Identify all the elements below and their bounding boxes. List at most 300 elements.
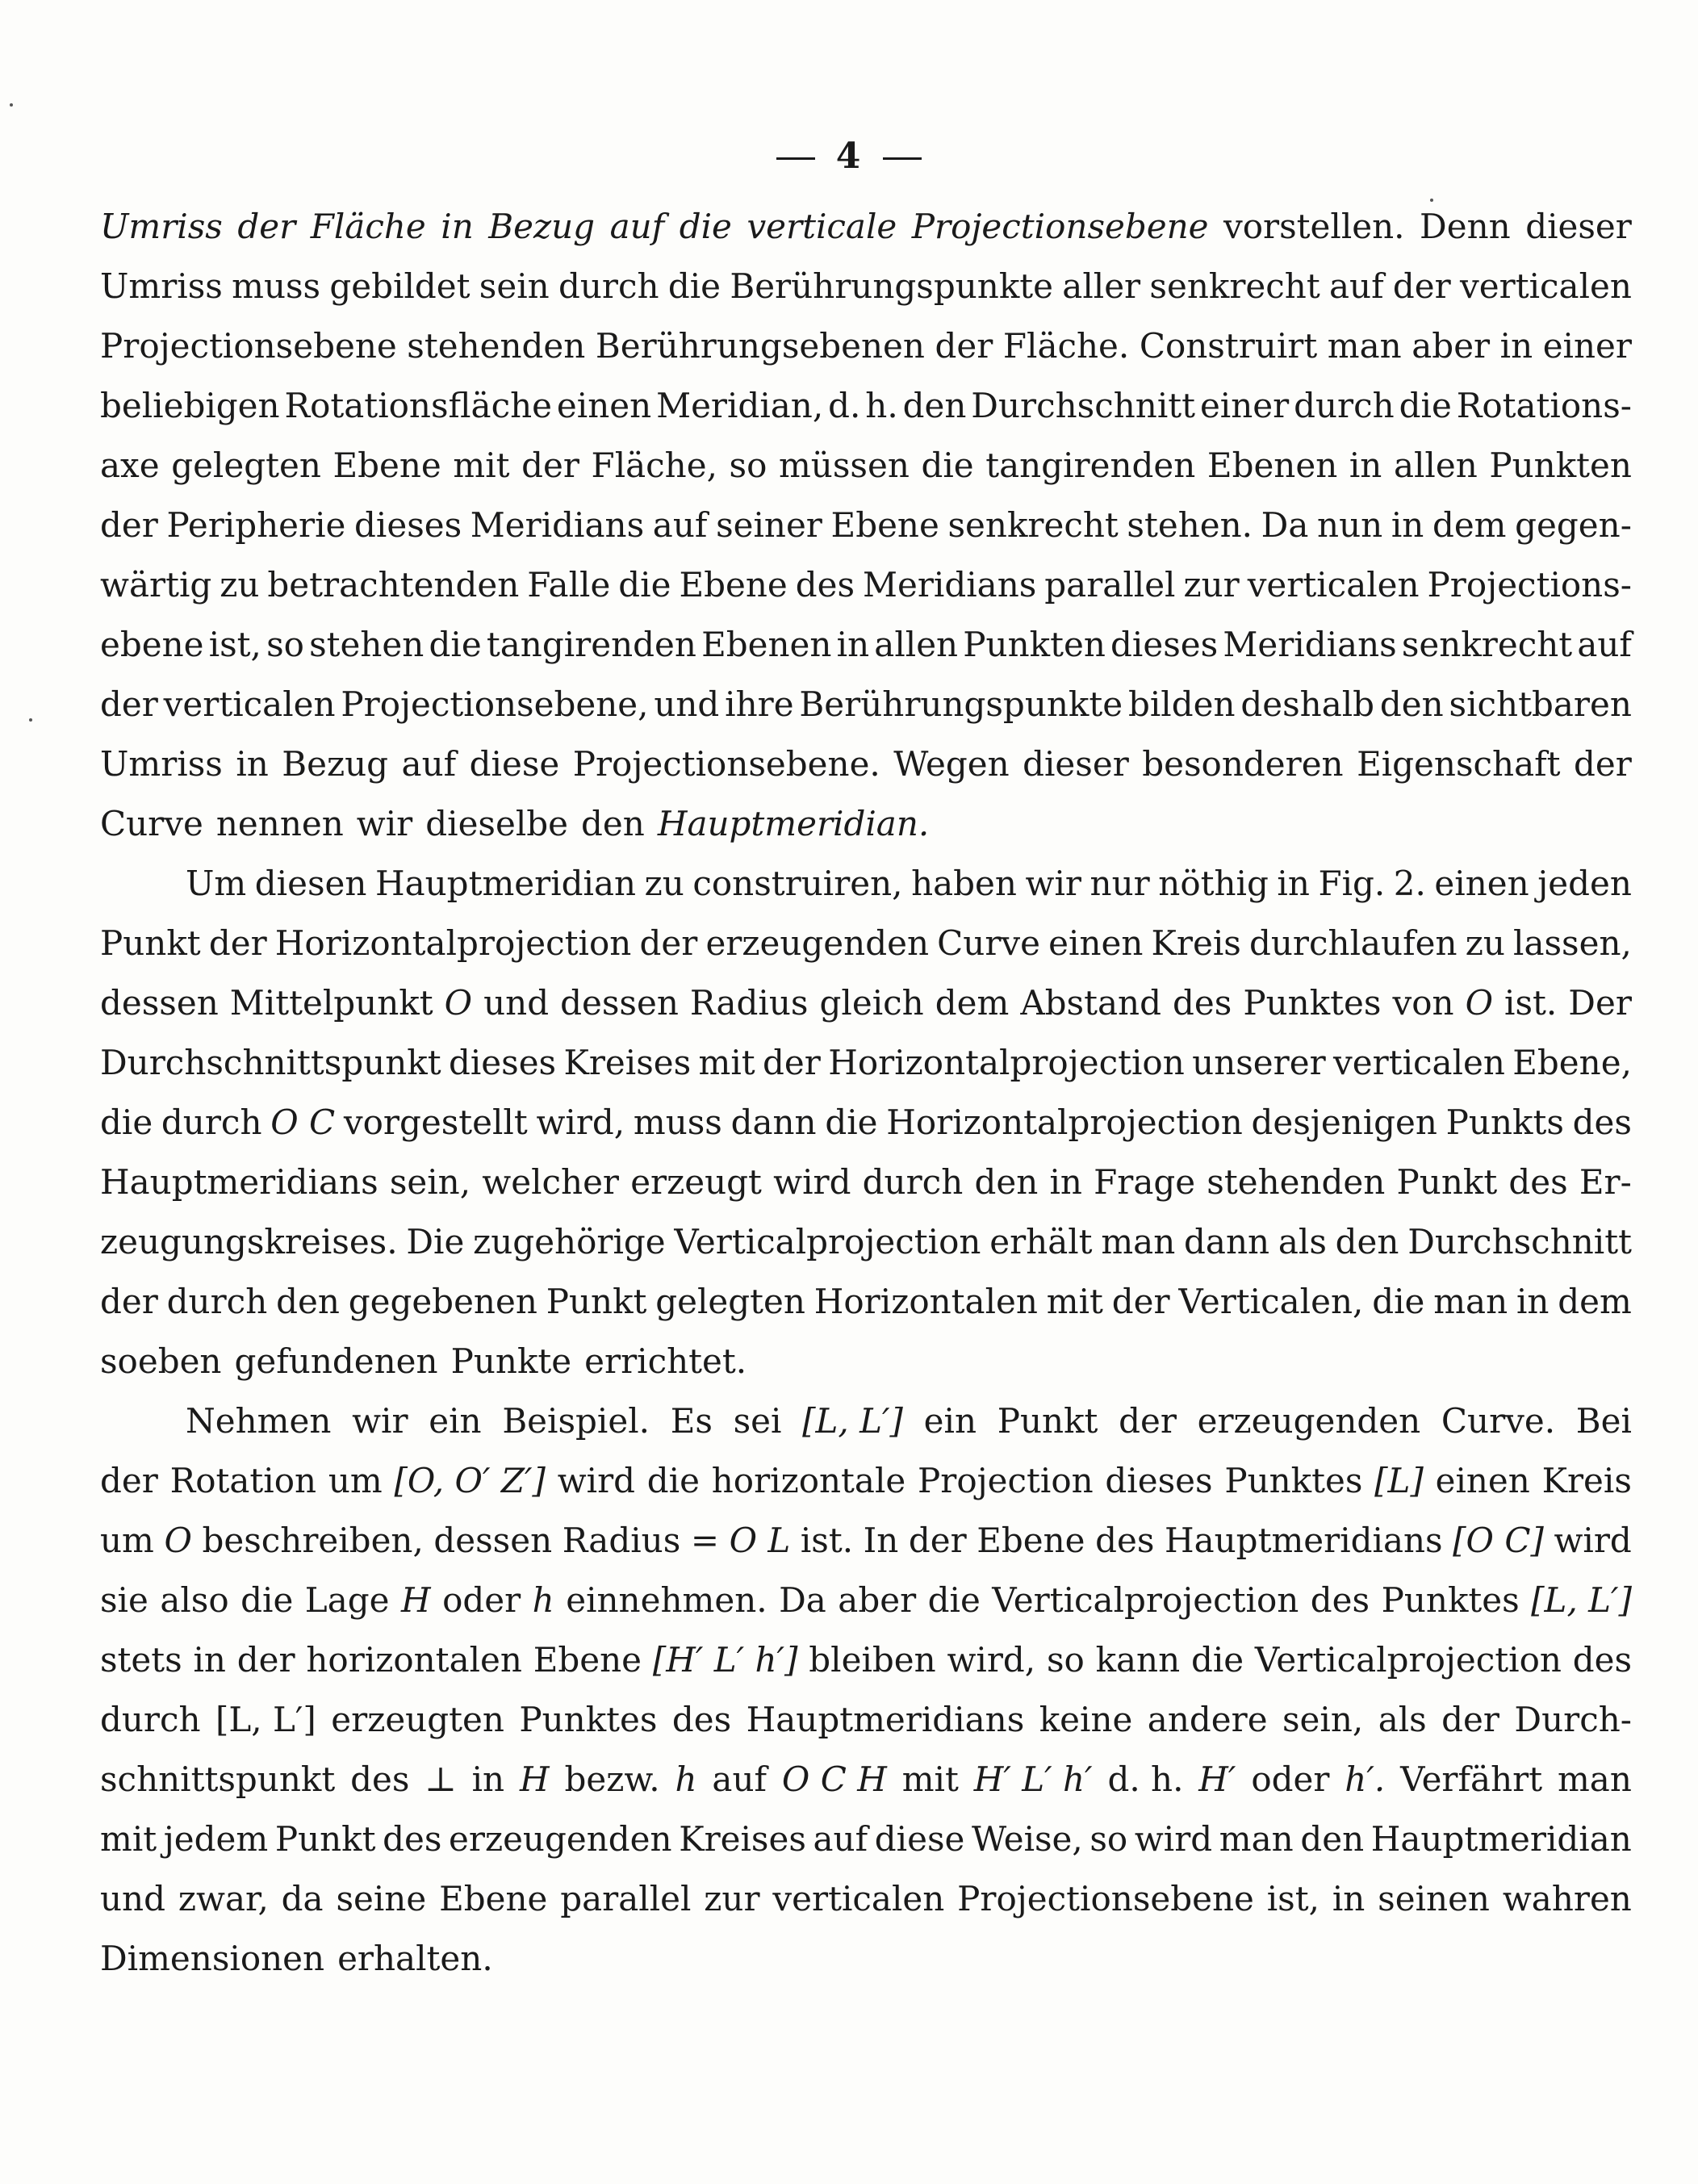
word: um [328, 1461, 383, 1500]
word: Berührungsebenen [595, 326, 925, 366]
word: ihre [725, 684, 794, 724]
word: h [675, 1759, 697, 1799]
word: in [441, 207, 474, 246]
word: den [1300, 1819, 1365, 1859]
word: auf [401, 744, 457, 784]
word: der [1441, 1700, 1499, 1739]
word: Beispiel. [502, 1401, 650, 1441]
word: den [1379, 684, 1444, 724]
word: wir [356, 804, 413, 843]
word: gelegten [655, 1282, 805, 1321]
word: H′ L′ h′ [973, 1759, 1093, 1799]
word: dessen [433, 1521, 553, 1560]
word: welcher [482, 1162, 620, 1202]
word: der [100, 684, 158, 724]
word: dessen [560, 983, 679, 1023]
word: besonderen [1142, 744, 1344, 784]
word: Ebenen [701, 625, 832, 664]
word: erhalten. [337, 1939, 493, 1978]
word: einen [1048, 923, 1144, 963]
word: dieses [1105, 1461, 1213, 1500]
word: die [667, 266, 721, 306]
word: beschreiben, [202, 1521, 424, 1560]
word: parallel [560, 1879, 692, 1918]
word: Hauptmeridians [746, 1700, 1025, 1739]
word: Nehmen [186, 1401, 332, 1441]
word: und [483, 983, 550, 1023]
word: oder [1251, 1759, 1330, 1799]
word: 2. [1393, 864, 1426, 903]
word: zu [1465, 923, 1505, 963]
word: einen [1435, 1461, 1530, 1500]
word: gleich [819, 983, 924, 1023]
word: wird [557, 1461, 636, 1500]
word: Meridians [470, 505, 645, 545]
word: diese [874, 1819, 965, 1859]
word: die [825, 1102, 878, 1142]
text-line [100, 684, 1632, 744]
word: soeben [100, 1341, 222, 1381]
word: des [1310, 1580, 1370, 1620]
word: Ebene [679, 565, 788, 605]
word: In [863, 1521, 899, 1560]
word: der [639, 923, 698, 963]
word: jeden [1537, 864, 1632, 903]
word: stehenden [407, 326, 586, 366]
word: Punkt [100, 923, 201, 963]
word: sei [733, 1401, 782, 1441]
word: Punktes [1381, 1580, 1520, 1620]
word: Berührungspunkte [730, 266, 1054, 306]
word: also [160, 1580, 229, 1620]
word: Punkt [546, 1282, 647, 1321]
word: Ebene, [1512, 1043, 1632, 1082]
word: Horizontalen [813, 1282, 1038, 1321]
word: in [1332, 1879, 1366, 1918]
word: Punkts [1445, 1102, 1564, 1142]
word: sein [479, 266, 550, 306]
text-line [100, 804, 1632, 864]
word: aber [838, 1580, 917, 1620]
word: O [164, 1521, 192, 1560]
word: Projectionsebene. [572, 744, 880, 784]
word: die [679, 207, 732, 246]
text-line [100, 207, 1632, 266]
word: des [1572, 1102, 1632, 1142]
word: dann [1184, 1222, 1270, 1261]
word: gegebenen [348, 1282, 537, 1321]
word: des [350, 1759, 410, 1799]
word: Meridians [1223, 625, 1397, 664]
word: Ebene [439, 1879, 548, 1918]
word: sie [100, 1580, 148, 1620]
word: jedem [163, 1819, 269, 1859]
page-number-value: 4 [835, 136, 863, 177]
word: zu [644, 864, 684, 903]
word: der [100, 505, 158, 545]
word: Projectionsebene [911, 207, 1209, 246]
word: diese [469, 744, 560, 784]
word: dem [1558, 1282, 1632, 1321]
text-line [100, 923, 1632, 983]
word: Lage [304, 1580, 390, 1620]
word: Da [1261, 505, 1309, 545]
word: des [795, 565, 855, 605]
page-number [0, 136, 1698, 177]
word: mit [453, 446, 510, 485]
word: wir [352, 1401, 408, 1441]
word: Projection [918, 1461, 1094, 1500]
word: einen [556, 386, 652, 425]
word: Horizontalprojection [886, 1102, 1243, 1142]
word: man [1433, 1282, 1508, 1321]
word: ist. [800, 1521, 854, 1560]
word: nur [1089, 864, 1150, 903]
word: vorgestellt [343, 1102, 528, 1142]
text-line [100, 386, 1632, 446]
word: durch [862, 1162, 964, 1202]
word: Abstand [1020, 983, 1161, 1023]
word: Curve [937, 923, 1041, 963]
word: in [1349, 446, 1382, 485]
text-line [100, 1521, 1632, 1580]
word: [L] [1374, 1461, 1424, 1500]
word: in [193, 1640, 226, 1680]
word: der [1392, 266, 1451, 306]
word: die [100, 1102, 153, 1142]
word: man [1327, 326, 1402, 366]
word: bezw. [564, 1759, 660, 1799]
word: gegen- [1515, 505, 1632, 545]
text-line [100, 1282, 1632, 1341]
word: Projectionsebene [957, 1879, 1254, 1918]
word: Meridian, [656, 386, 824, 425]
text-line [100, 744, 1632, 804]
word: O L [729, 1521, 791, 1560]
word: einer [1542, 326, 1632, 366]
text-line [100, 505, 1632, 565]
word: verticalen [163, 684, 336, 724]
word: dieser [1525, 207, 1632, 246]
word: Construirt [1139, 326, 1318, 366]
word: axe [100, 446, 160, 485]
word: O C [270, 1102, 336, 1142]
word: gelegten [171, 446, 321, 485]
word: wird, [536, 1102, 625, 1142]
word: Projections- [1427, 565, 1632, 605]
word: Fläche. [1002, 326, 1130, 366]
word: Punkt [1396, 1162, 1498, 1202]
word: Kreises [563, 1043, 692, 1082]
word: in [236, 744, 269, 784]
word: h [532, 1580, 554, 1620]
word: Ebene [332, 446, 441, 485]
scan-speck [10, 103, 13, 107]
word: muss [633, 1102, 722, 1142]
text-line [100, 1879, 1632, 1939]
word: wärtig [100, 565, 212, 605]
word: Es [670, 1401, 713, 1441]
word: des [671, 1700, 732, 1739]
text-line [100, 266, 1632, 326]
word: Kreis [1541, 1461, 1632, 1500]
word: oder [442, 1580, 521, 1620]
text-line [100, 446, 1632, 505]
text-line [100, 1162, 1632, 1222]
word: Bei [1575, 1401, 1632, 1441]
word: stehen [309, 625, 424, 664]
word: parallel [1044, 565, 1176, 605]
word: von [1392, 983, 1454, 1023]
word: Punktes [519, 1700, 658, 1739]
word: [H′ L′ h′] [652, 1640, 798, 1680]
word: dann [730, 1102, 817, 1142]
word: Durchschnitt [1407, 1222, 1632, 1261]
word: beliebigen [100, 386, 280, 425]
word: durch [1294, 386, 1395, 425]
word: deshalb [1240, 684, 1375, 724]
word: Durchschnitt [971, 386, 1196, 425]
word: Um [186, 864, 247, 903]
word: zur [704, 1879, 760, 1918]
word: H [519, 1759, 550, 1799]
word: zwar, [178, 1879, 269, 1918]
word: seiner [716, 505, 822, 545]
word: der [908, 1521, 967, 1560]
word: stets [100, 1640, 182, 1680]
word: des [1173, 983, 1232, 1023]
word: mit [100, 1819, 157, 1859]
word: seine [336, 1879, 427, 1918]
word: Rotationsfläche [284, 386, 552, 425]
word: wird [773, 1162, 851, 1202]
word: Kreis [1151, 923, 1241, 963]
word: wird, [947, 1640, 1036, 1680]
word: Durch- [1514, 1700, 1632, 1739]
word: Punkt [997, 1401, 1098, 1441]
word: des [1508, 1162, 1568, 1202]
word: bleiben [809, 1640, 936, 1680]
word: Er- [1579, 1162, 1632, 1202]
word: den [581, 804, 645, 843]
word: H′ [1198, 1759, 1236, 1799]
word: ebene [100, 625, 204, 664]
word: sichtbaren [1449, 684, 1632, 724]
word: Fig. [1318, 864, 1386, 903]
word: Radius [562, 1521, 681, 1560]
word: = [690, 1521, 720, 1560]
text-line [100, 864, 1632, 923]
word: Hauptmeridian [1370, 1819, 1632, 1859]
word: Umriss [100, 266, 223, 306]
word: O [444, 983, 473, 1023]
word: verticalen [772, 1879, 945, 1918]
word: durch [100, 1700, 201, 1739]
word: d. [828, 386, 861, 425]
word: Horizontalprojection [274, 923, 632, 963]
text-line [100, 1222, 1632, 1282]
word: Curve. [1441, 1401, 1556, 1441]
word: Ebene [533, 1640, 642, 1680]
word: und [654, 684, 720, 724]
word: wahren [1502, 1879, 1632, 1918]
word: dieser [1023, 744, 1129, 784]
page-number-left-dash [776, 157, 815, 160]
word: der [1574, 744, 1632, 784]
word: Kreises [679, 1819, 806, 1859]
word: zugehörige [473, 1222, 666, 1261]
word: Rotations- [1456, 386, 1632, 425]
word: ist, [1266, 1879, 1320, 1918]
word: Fläche [310, 207, 426, 246]
word: der [935, 326, 993, 366]
word: d. h. [1107, 1759, 1184, 1799]
word: in [836, 625, 870, 664]
word: verticalen [1333, 1043, 1505, 1082]
word: seinen [1378, 1879, 1490, 1918]
word: dieses [1110, 625, 1219, 664]
word: den [1335, 1222, 1399, 1261]
word: unserer [1192, 1043, 1326, 1082]
word: Der [1568, 983, 1632, 1023]
scan-speck [29, 718, 32, 722]
word: der [763, 1043, 821, 1082]
word: Bezug [488, 207, 596, 246]
word: Verticalprojection [674, 1222, 981, 1261]
word: dem [935, 983, 1010, 1023]
word: horizontale [711, 1461, 906, 1500]
word: Horizontalprojection [828, 1043, 1185, 1082]
word: Bezug [282, 744, 389, 784]
word: der [100, 1461, 158, 1500]
word: des [1095, 1521, 1155, 1560]
word: als [1278, 1222, 1327, 1261]
word: aller [1062, 266, 1141, 306]
word: Frage [1094, 1162, 1196, 1202]
word: tangirenden [486, 625, 696, 664]
word: zeugungskreises. [100, 1222, 398, 1261]
word: man [1101, 1222, 1176, 1261]
text-line [100, 1580, 1632, 1640]
word: dessen [100, 983, 219, 1023]
word: Peripherie [166, 505, 346, 545]
word: Ebene [977, 1521, 1085, 1560]
word: wird [1134, 1819, 1213, 1859]
word: erhält [989, 1222, 1093, 1261]
word: Eigenschaft [1357, 744, 1561, 784]
word: Punktes [1224, 1461, 1363, 1500]
word: Radius [689, 983, 809, 1023]
word: [O C] [1453, 1521, 1544, 1560]
word: Verticalprojection [1254, 1640, 1562, 1680]
word: vorstellen. [1223, 207, 1405, 246]
text-line [100, 326, 1632, 386]
word: man [1219, 1819, 1294, 1859]
word: ⊥ [424, 1759, 457, 1799]
word: die [1399, 386, 1452, 425]
word: einnehmen. [566, 1580, 767, 1620]
word: kann [1095, 1640, 1181, 1680]
word: ist. [1504, 983, 1558, 1023]
text-line [100, 983, 1632, 1043]
word: den [974, 1162, 1039, 1202]
scan-speck [1430, 199, 1433, 202]
word: zur [1183, 565, 1240, 605]
word: nun [1317, 505, 1383, 545]
word: durch [558, 266, 659, 306]
word: keine [1039, 1700, 1133, 1739]
word: senkrecht [1149, 266, 1320, 306]
word: errichtet. [584, 1341, 747, 1381]
word: Da [779, 1580, 826, 1620]
word: sein, [389, 1162, 471, 1202]
word: construiren, [692, 864, 903, 903]
word: auf [609, 207, 665, 246]
word: in [1391, 505, 1424, 545]
word: Punkten [1489, 446, 1632, 485]
word: lassen, [1513, 923, 1632, 963]
word: durch [161, 1102, 262, 1142]
word: Die [406, 1222, 465, 1261]
word: gefundenen [234, 1341, 438, 1381]
word: [L, L′] [215, 1700, 316, 1739]
word: Hauptmeridians [1164, 1521, 1443, 1560]
text-line [100, 1819, 1632, 1879]
text-line [100, 1401, 1632, 1461]
word: des [1572, 1640, 1632, 1680]
word: Ebene [830, 505, 939, 545]
word: der [1119, 1401, 1177, 1441]
word: mit [698, 1043, 755, 1082]
word: erzeugenden [449, 1819, 672, 1859]
word: Fläche, [591, 446, 717, 485]
word: dieses [354, 505, 462, 545]
word: Curve [100, 804, 203, 843]
word: muss [232, 266, 321, 306]
word: die [921, 446, 974, 485]
word: der [208, 923, 267, 963]
word: zu [220, 565, 260, 605]
text-line [100, 1640, 1632, 1700]
word: dieses [448, 1043, 557, 1082]
text-line [100, 1461, 1632, 1521]
word: die [1372, 1282, 1425, 1321]
word: verticalen [1247, 565, 1420, 605]
word: h. [865, 386, 898, 425]
word: Hauptmeridian [374, 864, 637, 903]
word: haben [911, 864, 1017, 903]
word: die [927, 1580, 981, 1620]
word: O C H [781, 1759, 887, 1799]
word: h′. [1345, 1759, 1386, 1799]
word: auf [652, 505, 708, 545]
word: auf [1329, 266, 1384, 306]
word: den [902, 386, 967, 425]
word: so [729, 446, 767, 485]
word: so [1089, 1819, 1128, 1859]
word: ein [923, 1401, 977, 1441]
word: erzeugt [630, 1162, 762, 1202]
word: Dimensionen [100, 1939, 325, 1978]
word: aber [1412, 326, 1491, 366]
word: Denn [1420, 207, 1511, 246]
word: Wegen [893, 744, 1010, 784]
word: durch [166, 1282, 268, 1321]
word: Projectionsebene, [341, 684, 649, 724]
word: mit [1046, 1282, 1103, 1321]
word: nöthig [1158, 864, 1269, 903]
word: verticalen [1460, 266, 1632, 306]
